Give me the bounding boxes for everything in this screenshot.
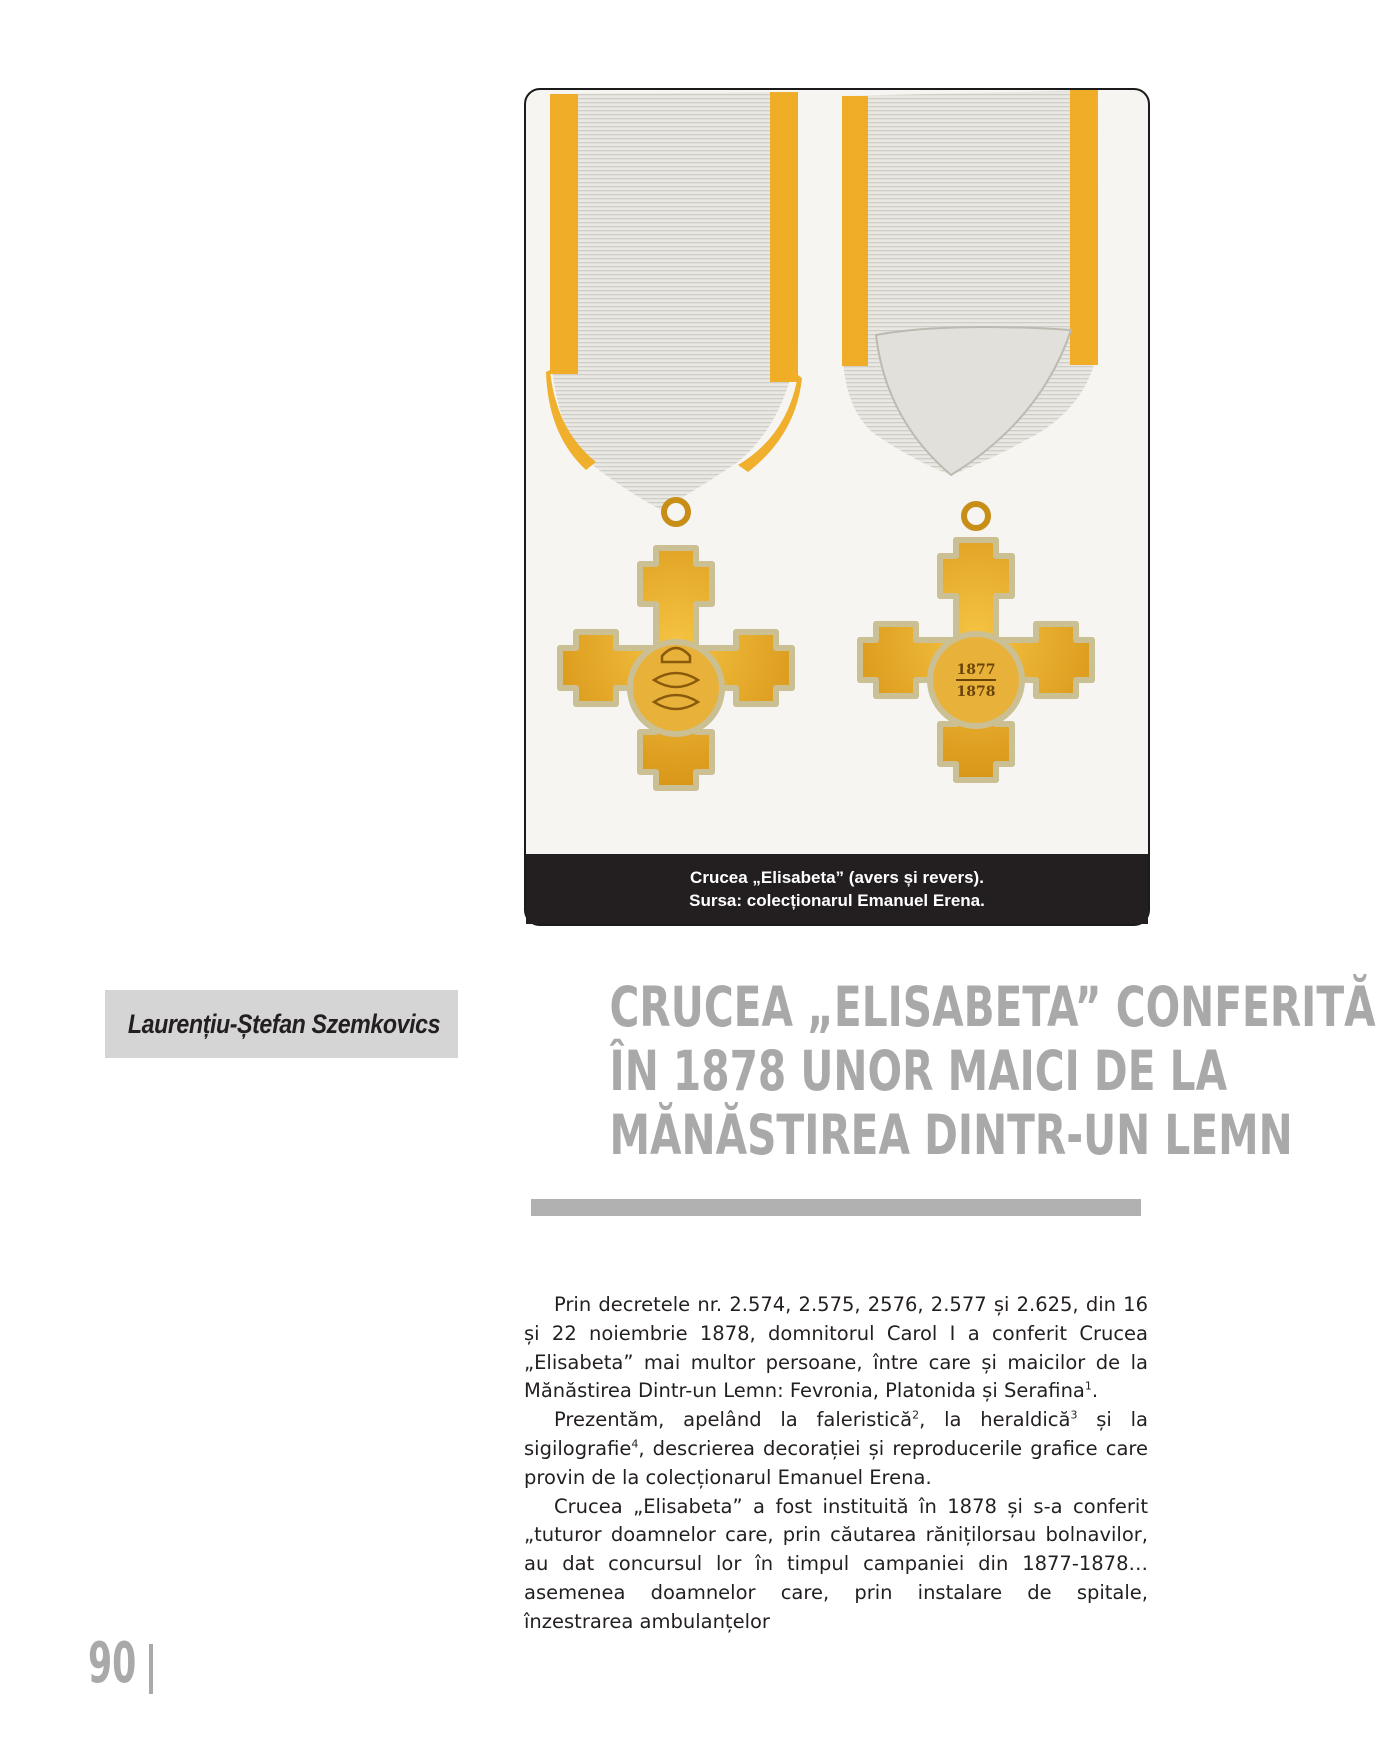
- ribbon-left: [546, 92, 802, 510]
- paragraph-1: [524, 1291, 1148, 1406]
- p2-text-a: Prezentăm, apelând la faleristică: [554, 1408, 913, 1432]
- title-line-1: CRUCEA „ELISABETA” CONFERITĂ: [609, 975, 1376, 1039]
- title-line-3: MĂNĂSTIREA DINTR-UN LEMN: [609, 1103, 1293, 1167]
- footnote-ref-3[interactable]: 3: [1070, 1408, 1078, 1422]
- ribbon-right: [842, 90, 1098, 475]
- page-number: 90: [88, 1631, 137, 1696]
- medal-photo-image: [526, 90, 1148, 924]
- caption-line-2: Sursa: colecționarul Emanuel Erena.: [689, 891, 985, 910]
- p2-text-b: , la heraldică: [919, 1408, 1071, 1432]
- title-line-2: ÎN 1878 UNOR MAICI DE LA: [609, 1039, 1228, 1103]
- article-body: [524, 1291, 1148, 1637]
- medal-photo: [524, 88, 1150, 926]
- p2-text-c: și la sigilografie: [524, 1408, 1148, 1460]
- reverse-year2: 1878: [956, 684, 996, 700]
- footnote-ref-1[interactable]: 1: [1084, 1379, 1092, 1393]
- p1-text: Prin decretele nr. 2.574, 2.575, 2576, 2.577 și 2.625, din 16 și 22 noiembrie 1878, domnitorul Carol I a conferit Crucea „Elisabeta” mai multor persoane, între care și maicilor de la Mănăstirea Dintr-un Lemn: Fevronia, Platonida și Serafina: [524, 1293, 1148, 1403]
- paragraph-2: [524, 1406, 1148, 1492]
- paragraph-3: Crucea „Elisabeta” a fost instituită în 1878 și s-a conferit „tuturor doamnelor care, prin căutarea rănițilorsau bolnavilor, au dat concursul lor în timpul campaniei din 1877-1878… asemenea doamnelor care, prin instalare de spitale, înzestrarea ambulanțelor: [524, 1494, 1148, 1633]
- p2-text-d: , descrierea decorației și reproducerile grafice care provin de la colecționarul Emanuel Erena.: [524, 1436, 1148, 1489]
- article-title: [530, 975, 1376, 1167]
- caption-line-1: Crucea „Elisabeta” (avers și revers).: [690, 868, 984, 887]
- footnote-ref-4[interactable]: 4: [631, 1437, 639, 1451]
- cross-reverse: [860, 540, 1092, 780]
- p1-end: .: [1091, 1379, 1099, 1403]
- figure-caption: [526, 854, 1148, 924]
- page-number-bar: [149, 1644, 153, 1694]
- footnote-ref-2[interactable]: 2: [912, 1408, 920, 1422]
- author-box: [105, 990, 458, 1058]
- title-divider: [531, 1199, 1141, 1216]
- cross-obverse: [560, 548, 792, 788]
- reverse-year1: 1877: [956, 662, 996, 678]
- author-name: Laurențiu-Ștefan Szemkovics: [127, 1008, 440, 1039]
